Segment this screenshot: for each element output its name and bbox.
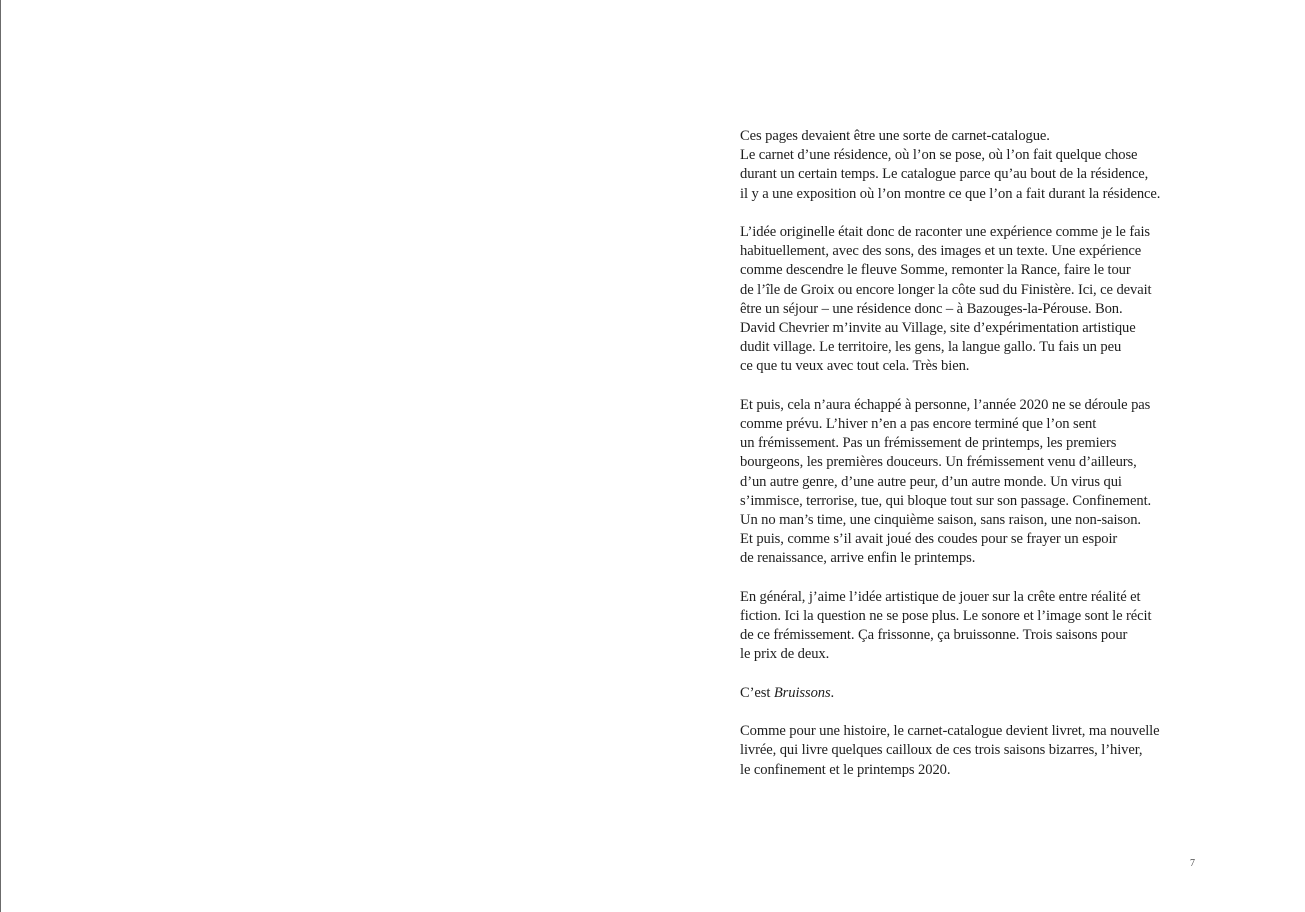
text-line: d’un autre genre, d’une autre peur, d’un autre monde. Un virus qui [740, 473, 1122, 490]
text-line: Comme pour une histoire, le carnet-catalogue devient livret, ma nouvelle [740, 723, 1160, 740]
body-text [740, 127, 1210, 780]
text-line: Le carnet d’une résidence, où l’on se pose, où l’on fait quelque chose [740, 147, 1138, 164]
text-line: En général, j’aime l’idée artistique de jouer sur la crête entre réalité et [740, 588, 1141, 605]
text-line: un frémissement. Pas un frémissement de printemps, les premiers [740, 435, 1117, 452]
text-line: être un séjour – une résidence donc – à Bazouges-la-Pérouse. Bon. [740, 300, 1123, 317]
paragraph-3 [740, 396, 1210, 569]
text-line: David Chevrier m’invite au Village, site d’expérimentation artistique [740, 320, 1136, 337]
paragraph-2 [740, 223, 1210, 377]
text-line: le prix de deux. [740, 646, 830, 663]
text-line: habituellement, avec des sons, des images et un texte. Une expérience [740, 243, 1142, 260]
text-line: Et puis, comme s’il avait joué des coudes pour se frayer un espoir [740, 531, 1118, 548]
paragraph-5 [740, 684, 1210, 703]
paragraph-6 [740, 722, 1210, 780]
text-line: de ce frémissement. Ça frissonne, ça bruissonne. Trois saisons pour [740, 627, 1128, 644]
text-line: Ces pages devaient être une sorte de carnet-catalogue. [740, 128, 1050, 144]
text-line: s’immisce, terrorise, tue, qui bloque tout sur son passage. Confinement. [740, 492, 1152, 509]
text-line: durant un certain temps. Le catalogue parce qu’au bout de la résidence, [740, 166, 1149, 183]
left-page-blank [1, 0, 651, 912]
text-line: comme prévu. L’hiver n’en a pas encore terminé que l’on sent [740, 416, 1097, 433]
tail-text: . [830, 684, 835, 701]
text-line: comme descendre le fleuve Somme, remonter la Rance, faire le tour [740, 262, 1131, 279]
text-line: Et puis, cela n’aura échappé à personne, l’année 2020 ne se déroule pas [740, 396, 1151, 413]
text-line: le confinement et le printemps 2020. [740, 761, 951, 778]
text-line: dudit village. Le territoire, les gens, la langue gallo. Tu fais un peu [740, 339, 1122, 356]
text-line: il y a une exposition où l’on montre ce que l’on a fait durant la résidence. [740, 185, 1161, 202]
text-line: livrée, qui livre quelques cailloux de ces trois saisons bizarres, l’hiver, [740, 742, 1143, 759]
text-line [740, 684, 1210, 703]
right-page [651, 0, 1305, 912]
paragraph-1 [740, 127, 1210, 204]
text-line: Un no man’s time, une cinquième saison, sans raison, une non-saison. [740, 512, 1141, 529]
text-line: de renaissance, arrive enfin le printemps. [740, 550, 976, 567]
text-line: L’idée originelle était donc de raconter une expérience comme je le fais [740, 224, 1151, 240]
text-line: de l’île de Groix ou encore longer la côte sud du Finistère. Ici, ce devait [740, 281, 1152, 298]
lead-text: C’est [740, 684, 774, 701]
text-line: ce que tu veux avec tout cela. Très bien. [740, 358, 970, 375]
page-number: 7 [1190, 858, 1195, 869]
text-line: bourgeons, les premières douceurs. Un frémissement venu d’ailleurs, [740, 454, 1137, 471]
paragraph-4 [740, 588, 1210, 665]
text-line: fiction. Ici la question ne se pose plus. Le sonore et l’image sont le récit [740, 608, 1152, 625]
work-title: Bruissons [773, 684, 831, 701]
